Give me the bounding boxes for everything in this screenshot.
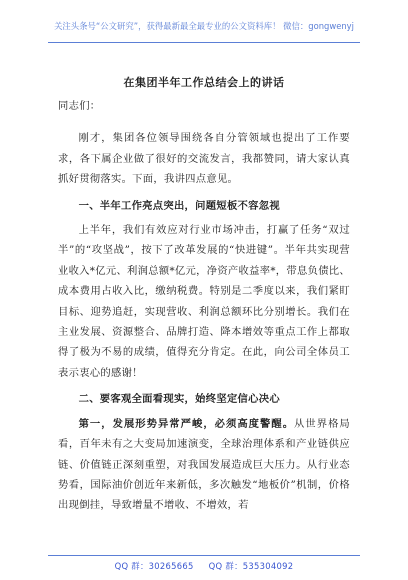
section-1-heading: 一、半年工作亮点突出，问题短板不容忽视 [78, 199, 280, 212]
intro-paragraph: 刚才，集团各位领导围绕各自分管领域也提出了工作要求，各下属企业做了很好的交流发言，我都赞同，请大家认真抓好贯彻落实。下面，我讲四点意见。 [58, 132, 350, 186]
footer-divider [48, 555, 360, 556]
section-2-heading: 二、要客观全面看现实，始终坚定信心决心 [78, 393, 280, 406]
section-2-paragraph [58, 414, 350, 516]
salutation: 同志们： [58, 100, 101, 112]
section-1-paragraph: 上半年，我们有效应对行业市场冲击，打赢了任务“双过半”的“攻坚战”，按下了改革发展的“快进键”。半年共实现营业收入*亿元、利润总额*亿元，净资产收益率*，带息负债比、成本费用占收入比，缴纳税费。特别是二季度以来，我们紧盯目标、迎势追赶，实现营收、利润总额环比分别增长。我们在主业发展、资源整合、品牌打造、降本增效等重点工作上都取得了极为不易的成绩，值得充分肯定。在此，向公司全体员工表示衷心的感谢！ [58, 224, 350, 379]
header-notice: 关注头条号“公文研究”，获得最新最全最专业的公文资料库！ 微信：gongwenyj [54, 21, 354, 31]
header-divider [48, 42, 360, 43]
footer-qq-group-1: QQ 群：30265665 [114, 561, 194, 571]
section-2-text: 从世界格局看，百年未有之大变局加速演变，全球治理体系和产业链供应链、价值链正深刻重塑，对我国发展造成巨大压力。从行业态势看，国际油价创近年来新低，多次触发“地板价”机制，价格出现倒挂，导致增量不增收、不增效，若 [58, 417, 351, 512]
document-title: 在集团半年工作总结会上的讲话 [123, 76, 285, 89]
footer [0, 560, 408, 572]
document-body [58, 92, 350, 516]
section-2-lead: 第一，发展形势异常严峻，必须高度警醒。 [78, 417, 295, 430]
footer-qq-group-2: QQ 群：535304092 [208, 561, 294, 571]
